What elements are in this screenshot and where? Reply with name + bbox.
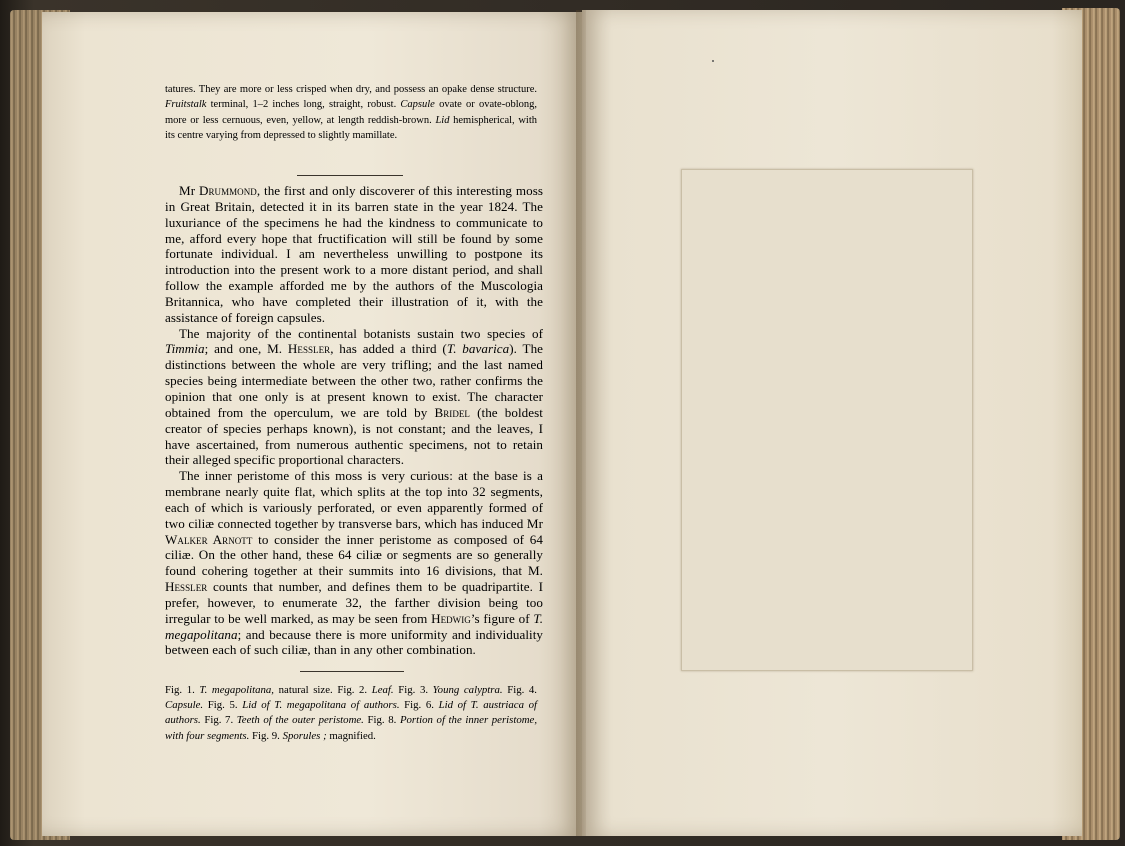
cap-fig-4: Fig. 4. xyxy=(507,684,537,696)
species-description xyxy=(165,82,537,144)
p2-bavarica: T. bavarica xyxy=(446,341,510,357)
p2-a: The majority of the continental botanists sustain two species of xyxy=(179,325,543,341)
paragraph-1 xyxy=(165,183,543,326)
desc-line-3: ovate or ovate-oblong, more or less cernuous, even, yellow, at length reddish-brown. xyxy=(165,99,538,126)
cap-fig-2-title: Leaf. xyxy=(371,684,394,696)
p2-d: ). The distinctions between the whole are very trifling; and the last named species being intermediate between the other two, rather confirms the opinion that one only is at present known to exist. The character obtained from the operculum, we are told by xyxy=(165,341,544,420)
p2-bridel: Bridel xyxy=(434,404,470,420)
p3-d: ’s figure of xyxy=(470,610,530,626)
cap-fig-8: Fig. 8. xyxy=(367,714,397,727)
cap-fig-8-title: Portion of the inner peristome, with four segments. xyxy=(165,714,538,742)
cap-fig-6: Fig. 6. xyxy=(404,699,434,712)
desc-line-1: tatures. They are more or less crisped when dry, and possess an opake xyxy=(165,84,467,95)
p1-text: , the first and only discoverer of this interesting moss in Great Britain, detected it in its barren state in the year 1824. The luxuriance of the specimens he had the kindness to communicate to me, afford every hope that fructification will still be found by some fortunate individual. I am nevertheless unwilling to postpone its introduction into the present work to a more distant period, and shall follow the example afforded me by the authors of the Muscologia Britannica, who have completed their illustration of it, with the assistance of foreign capsules. xyxy=(165,183,543,325)
figure-caption xyxy=(165,683,537,744)
desc-line-2: dense structure. xyxy=(470,84,537,95)
p1-lead: Mr xyxy=(179,183,196,198)
paragraph-3 xyxy=(165,468,543,658)
p3-walker: Walker Arnott xyxy=(165,531,253,547)
cap-fig-3-title: Young calyptra. xyxy=(432,684,503,696)
desc-line-4: hemispherical, with its centre varying from depressed to slightly mamillate. xyxy=(165,114,538,142)
p2-c: , has added a third ( xyxy=(330,341,447,357)
p2-e: (the boldest creator of species perhaps known), is not constant; and the leaves, I have ascertained, from numerous authentic specimens, not to retain their alleged specific proportional characters. xyxy=(165,404,543,468)
cap-fig-1-text: natural size. xyxy=(278,684,333,696)
p2-hessler: Hessler xyxy=(287,341,331,357)
p3-hedwig: Hedwig xyxy=(431,610,471,626)
p3-e: ; and because there is more uniformity and individuality between each of such ciliæ, than in any other combination. xyxy=(165,626,543,658)
cap-fig-5-title: Lid of T. megapolitana of authors. xyxy=(242,699,400,712)
cap-fig-9-text: magnified. xyxy=(329,729,376,742)
p2-timmia: Timmia xyxy=(165,341,205,357)
cap-fig-1: Fig. 1. xyxy=(165,684,195,696)
p2-b: ; and one, M. xyxy=(204,341,283,357)
cap-fig-9: Fig. 9. xyxy=(251,729,280,742)
cap-fig-4-title: Capsule. xyxy=(165,699,204,712)
cap-fig-1-title: T. megapolitana, xyxy=(199,684,275,696)
cap-fig-2: Fig. 2. xyxy=(337,684,368,696)
cap-fig-3: Fig. 3. xyxy=(398,684,429,696)
section-rule-bottom xyxy=(300,671,404,672)
cap-fig-6-title: Lid of T. austriaca of authors. xyxy=(165,699,538,727)
section-rule-top xyxy=(297,175,403,176)
p3-c: counts that number, and defines them to be quadripartite. I prefer, however, to enumerate 32, the farther division being too irregular to be well marked, as may be seen from xyxy=(165,579,543,626)
fruitstalk-label: Fruitstalk xyxy=(165,99,207,111)
cap-fig-5: Fig. 5. xyxy=(207,699,238,712)
main-text xyxy=(165,183,543,658)
paragraph-2 xyxy=(165,326,543,469)
p3-a: The inner peristome of this moss is very curious: at the base is a membrane nearly quite flat, which splits at the top into 32 segments, each of which is variously perforated, or even apparently formed of two ciliæ connected together by transverse bars, which has induced Mr xyxy=(165,468,543,531)
cap-fig-7-title: Teeth of the outer peristome. xyxy=(236,714,364,727)
p3-hessler: Hessler xyxy=(165,579,208,595)
capsule-label: Capsule xyxy=(400,99,435,111)
p3-megapolitana: T. megapolitana xyxy=(165,610,544,642)
blank-plate-area xyxy=(681,169,973,671)
cap-fig-9-title: Sporules ; xyxy=(282,729,327,742)
page-speck xyxy=(712,60,714,62)
cap-fig-7: Fig. 7. xyxy=(204,714,234,727)
p1-name: Drummond xyxy=(198,183,257,198)
book-gutter xyxy=(576,10,586,836)
p3-b: to consider the inner peristome as composed of 64 ciliæ. On the other hand, these 64 ciliæ or segments are so generally found cohering together at their summits into 16 divisions, that M. xyxy=(165,531,543,579)
lid-label: Lid xyxy=(435,114,450,126)
desc-line-2b: terminal, 1–2 inches long, straight, robust. xyxy=(210,99,397,111)
